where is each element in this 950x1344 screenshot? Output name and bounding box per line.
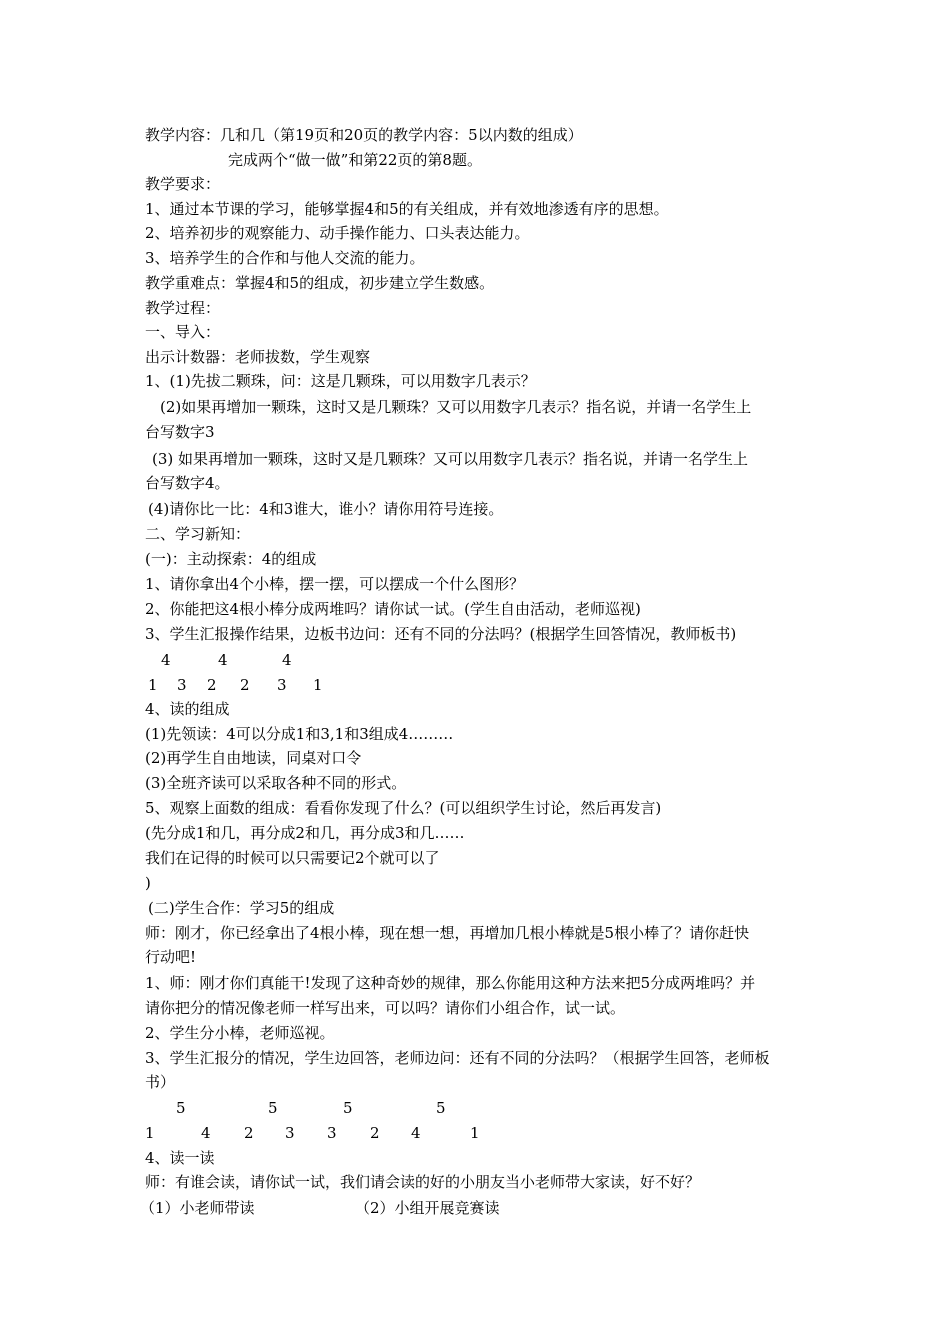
intro-step-3: (3) 如果再增加一颗珠，这时又是几颗珠？又可以用数字几表示？指名说，并请一名学生上 [152, 450, 749, 468]
five-part: 1 [145, 1124, 155, 1142]
five-part: 2 [370, 1124, 380, 1142]
requirement-1: 1、通过本节课的学习，能够掌握4和5的有关组成，并有效地渗透有序的思想。 [145, 200, 669, 218]
five-step-1-cont: 请你把分的情况像老师一样写出来，可以吗？请你们小组合作，试一试。 [145, 999, 626, 1017]
four-total-1: 4 [161, 651, 171, 669]
four-step-5: 5、观察上面数的组成：看看你发现了什么？(可以组织学生讨论，然后再发言) [145, 799, 662, 817]
five-part: 3 [285, 1124, 295, 1142]
intro-step-3-cont: 台写数字4。 [145, 474, 230, 492]
process-heading: 教学过程： [145, 299, 221, 317]
four-note-1: (先分成1和几，再分成2和几，再分成3和几…… [145, 824, 465, 842]
requirement-3: 3、培养学生的合作和与他人交流的能力。 [145, 249, 425, 267]
four-step-4: 4、读的组成 [145, 700, 230, 718]
five-intro: 师：刚才，你已经拿出了4根小棒，现在想一想，再增加几根小棒就是5根小棒了？请你赶快 [145, 924, 750, 942]
teaching-content-cont: 完成两个“做一做”和第22页的第8题。 [228, 151, 482, 169]
intro-step-1: 1、(1)先拔二颗珠，问：这是几颗珠，可以用数字几表示？ [145, 372, 536, 390]
five-step-4: 4、读一读 [145, 1149, 215, 1167]
subsection-five: (二)学生合作：学习5的组成 [148, 899, 335, 917]
intro-step-2-cont: 台写数字3 [145, 423, 215, 441]
five-step-2: 2、学生分小棒，老师巡视。 [145, 1024, 335, 1042]
intro-text: 出示计数器：老师拔数，学生观察 [145, 348, 371, 366]
five-part: 2 [244, 1124, 254, 1142]
four-step-3: 3、学生汇报操作结果，边板书边问：还有不同的分法吗？(根据学生回答情况，教师板书) [145, 625, 737, 643]
four-total-3: 4 [282, 651, 292, 669]
five-total-1: 5 [176, 1099, 186, 1117]
four-read-1: (1)先领读：4可以分成1和3,1和3组成4……… [145, 725, 454, 743]
five-part: 1 [470, 1124, 480, 1142]
four-part: 1 [148, 676, 158, 694]
five-read-prompt: 师：有谁会读，请你试一试，我们请会读的好的小朋友当小老师带大家读，好不好？ [145, 1173, 701, 1191]
four-part: 3 [177, 676, 187, 694]
four-part: 2 [240, 676, 250, 694]
four-read-3: (3)全班齐读可以采取各种不同的形式。 [145, 774, 407, 792]
section-intro: 一、导入： [145, 323, 221, 341]
four-step-1: 1、请你拿出4个小棒，摆一摆，可以摆成一个什么图形？ [145, 575, 525, 593]
five-step-1: 1、师：刚才你们真能干!发现了这种奇妙的规律，那么你能用这种方法来把5分成两堆吗？并 [145, 974, 756, 992]
five-step-3-cont: 书） [145, 1073, 176, 1091]
four-part: 2 [207, 676, 217, 694]
four-note-close: ) [145, 874, 151, 892]
five-intro-cont: 行动吧! [145, 948, 197, 966]
subsection-four: (一)：主动探索：4的组成 [145, 550, 317, 568]
four-total-2: 4 [218, 651, 228, 669]
requirement-2: 2、培养初步的观察能力、动手操作能力、口头表达能力。 [145, 224, 530, 242]
four-part: 1 [313, 676, 323, 694]
intro-step-2: (2)如果再增加一颗珠，这时又是几颗珠？又可以用数字几表示？指名说，并请一名学生上 [160, 398, 752, 416]
five-part: 3 [327, 1124, 337, 1142]
five-total-3: 5 [343, 1099, 353, 1117]
four-step-2: 2、你能把这4根小棒分成两堆吗？请你试一试。(学生自由活动，老师巡视) [145, 600, 641, 618]
key-points: 教学重难点：掌握4和5的组成，初步建立学生数感。 [145, 274, 495, 292]
five-part: 4 [411, 1124, 421, 1142]
four-read-2: (2)再学生自由地读，同桌对口令 [145, 749, 362, 767]
teaching-content: 教学内容：几和几（第19页和20页的教学内容：5以内数的组成） [145, 126, 583, 144]
five-read-option-1: （1）小老师带读 [140, 1199, 255, 1217]
requirements-heading: 教学要求： [145, 175, 221, 193]
five-total-4: 5 [436, 1099, 446, 1117]
five-total-2: 5 [268, 1099, 278, 1117]
four-part: 3 [277, 676, 287, 694]
four-note-2: 我们在记得的时候可以只需要记2个就可以了 [145, 849, 440, 867]
intro-step-4: (4)请你比一比：4和3谁大，谁小？请你用符号连接。 [148, 500, 504, 518]
section-new-knowledge: 二、学习新知： [145, 525, 251, 543]
five-part: 4 [201, 1124, 211, 1142]
five-step-3: 3、学生汇报分的情况，学生边回答，老师边问：还有不同的分法吗？（根据学生回答，老师板 [145, 1049, 770, 1067]
five-read-option-2: （2）小组开展竞赛读 [355, 1199, 500, 1217]
